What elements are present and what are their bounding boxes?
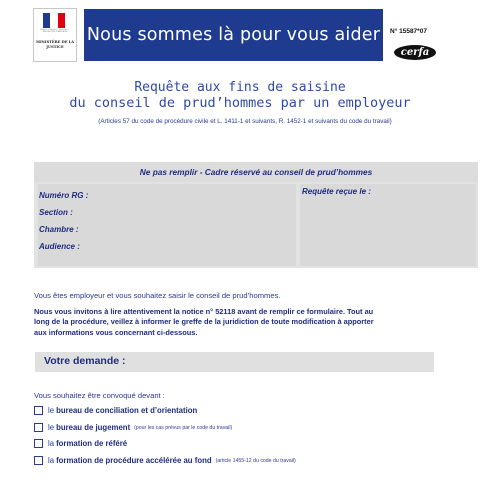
intro-text: Vous êtes employeur et vous souhaitez saisir le conseil de prud’hommes. xyxy=(34,291,281,300)
numero-rg-label: Numéro RG : xyxy=(39,191,89,200)
convoque-question: Vous souhaitez être convoqué devant : xyxy=(34,391,165,400)
form-title-line2: du conseil de prud’hommes par un employeur xyxy=(69,95,411,111)
reserved-fields-left xyxy=(38,184,296,266)
option-note: (article 1455-12 du code du travail) xyxy=(215,457,296,464)
option-article: le xyxy=(48,423,55,432)
option-label: bureau de jugement xyxy=(56,423,131,432)
section-label: Section : xyxy=(39,208,73,217)
option-conciliation[interactable] xyxy=(34,406,197,415)
option-label: formation de procédure accélérée au fond xyxy=(56,456,212,465)
reserved-court-box xyxy=(34,162,478,268)
option-label: formation de référé xyxy=(56,439,128,448)
notice-text xyxy=(34,307,454,338)
option-refere[interactable] xyxy=(34,439,127,448)
cerfa-number: N° 15587*07 xyxy=(390,28,427,35)
checkbox[interactable] xyxy=(34,439,43,448)
ministry-logo xyxy=(33,8,77,62)
option-article: la xyxy=(48,439,55,448)
notice-line-2: long de la procédure, veillez à informer le greffe de la juridiction de toute modification à apporter xyxy=(34,317,374,327)
form-title-line1: Requête aux fins de saisine xyxy=(134,80,346,95)
ministry-name: MINISTÈRE DE LA JUSTICE xyxy=(35,40,75,49)
reserved-fields-right xyxy=(300,184,476,266)
reserved-box-header: Ne pas remplir - Cadre réservé au conseil de prud’hommes xyxy=(34,162,478,182)
section-title: Votre demande : xyxy=(44,355,126,367)
option-note: (pour les cas prévus par le code du travail) xyxy=(134,424,233,431)
option-article: le xyxy=(48,406,55,415)
checkbox[interactable] xyxy=(34,423,43,432)
option-label: bureau de conciliation et d’orientation xyxy=(56,406,198,415)
requete-recue-label: Requête reçue le : xyxy=(302,187,371,196)
french-flag-icon xyxy=(43,13,65,28)
option-jugement[interactable] xyxy=(34,423,232,432)
notice-line-3: aux informations vous concernant ci-dessous. xyxy=(34,327,198,337)
republic-motto: Liberté • Égalité • Fraternité · RÉPUBLIQUE FRANÇAISE xyxy=(40,29,70,33)
chambre-label: Chambre : xyxy=(39,225,79,234)
checkbox[interactable] xyxy=(34,406,43,415)
notice-line-1: Nous vous invitons à lire attentivement la notice n° 52118 avant de remplir ce formulaire. Tout au xyxy=(34,307,374,316)
audience-label: Audience : xyxy=(39,242,80,251)
header-banner: Nous sommes là pour vous aider xyxy=(84,9,383,61)
section-header-demande xyxy=(35,352,434,372)
option-procedure-acceleree[interactable] xyxy=(34,456,296,465)
option-article: la xyxy=(48,456,55,465)
legal-articles: (Articles 57 du code de procédure civile et L. 1411-1 et suivants, R. 1452-1 et suivants du code du travail) xyxy=(98,118,392,125)
checkbox[interactable] xyxy=(34,456,43,465)
cerfa-logo: cerfa xyxy=(394,45,436,60)
